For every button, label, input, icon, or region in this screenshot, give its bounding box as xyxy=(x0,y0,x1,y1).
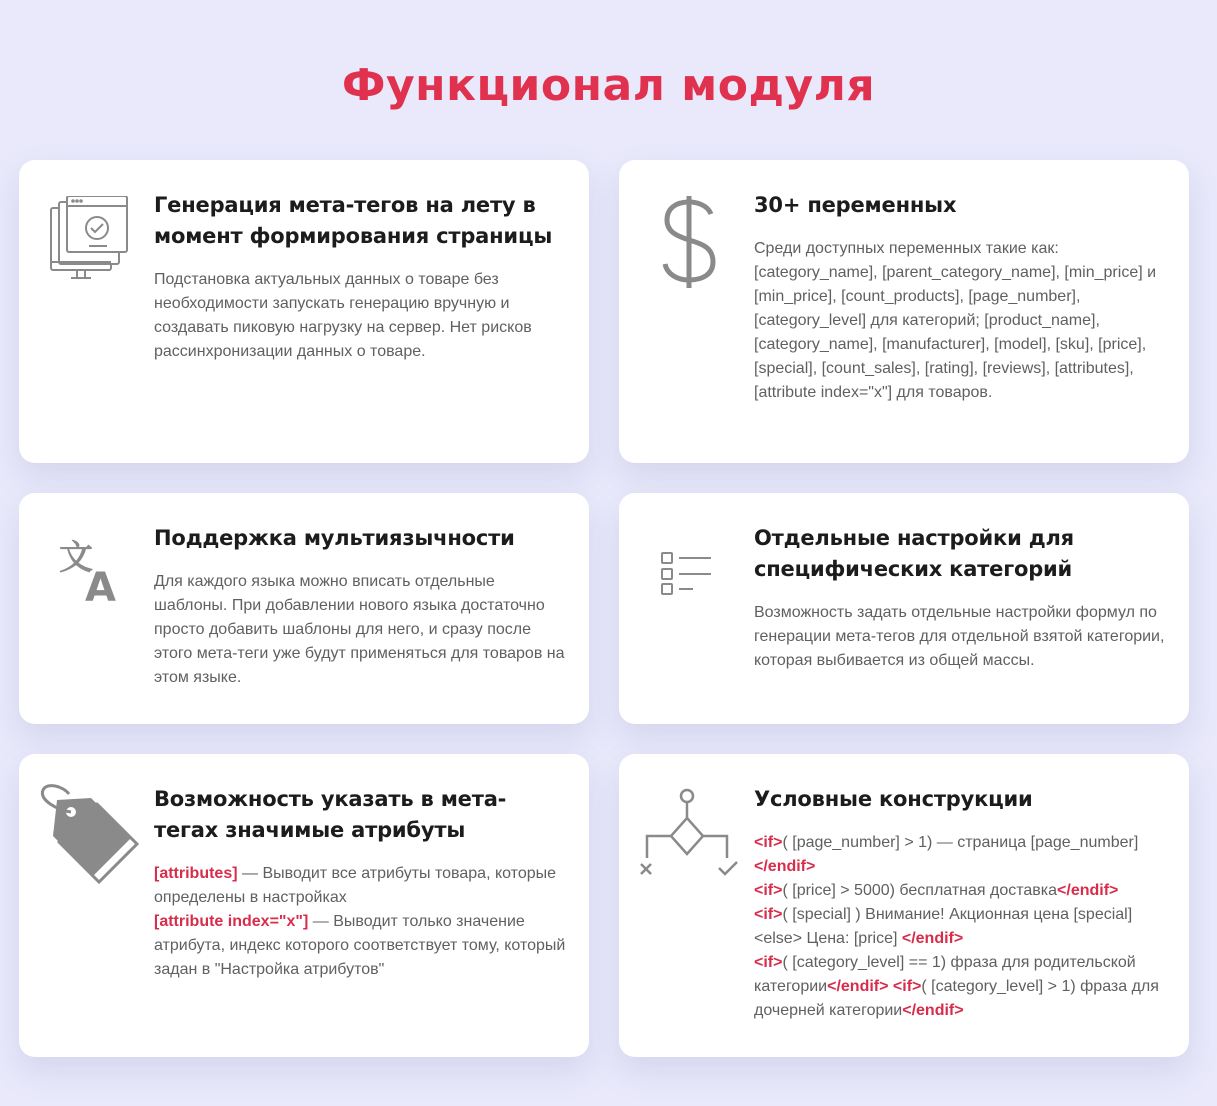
endif-tag: </endif> xyxy=(754,858,816,875)
card-text: Возможность задать отдельные настройки формул по генерации мета-тегов для отдельной взятой категории, которая выбивается из общей массы. xyxy=(754,604,1165,669)
attribute-code: [attribute index="x"] xyxy=(154,913,309,930)
checklist-icon xyxy=(649,529,749,629)
if-tag: <if> xyxy=(754,882,783,899)
tags-icon xyxy=(37,782,147,892)
endif-tag: </endif> xyxy=(1057,882,1119,899)
endif-tag: </endif> xyxy=(902,1002,964,1019)
condition-text: ( [category_level] > 1) фраза для дочерней категории xyxy=(754,978,1159,1019)
monitor-check-icon xyxy=(49,196,149,296)
card-title: Поддержка мультиязычности xyxy=(154,526,515,550)
feature-card-variables xyxy=(619,160,1189,463)
flowchart-icon xyxy=(637,786,747,886)
feature-card-conditions xyxy=(619,754,1189,1057)
if-tag: <if> xyxy=(754,834,783,851)
condition-text: ( [price] > 5000) бесплатная доставка xyxy=(782,882,1058,899)
feature-card-multilang xyxy=(19,493,589,724)
dollar-icon xyxy=(649,196,749,296)
feature-card-attributes xyxy=(19,754,589,1057)
if-tag: <if> xyxy=(754,954,783,971)
svg-text:文: 文 xyxy=(59,538,93,578)
if-tag: <if> xyxy=(754,906,783,923)
feature-card-category-settings xyxy=(619,493,1189,724)
card-title: Генерация мета-тегов на лету в момент формирования страницы xyxy=(154,193,553,248)
svg-text:A: A xyxy=(85,565,116,611)
card-text xyxy=(754,831,1167,1023)
card-text: Среди доступных переменных такие как: [category_name], [parent_category_name], [min_price] и [min_price], [count_products], [page_number], [category_level] для категорий; [product_name], [category_name], [manufacturer], [model], [sku], [price], [special], [count_sales], [rating], [reviews], [attributes], [attribute index="x"] для товаров. xyxy=(754,240,1157,401)
feature-card-meta-generation xyxy=(19,160,589,463)
if-tag: <if> xyxy=(892,978,922,995)
card-title: Возможность указать в мета-тегах значимые атрибуты xyxy=(154,787,507,842)
attribute-code: [attributes] xyxy=(154,865,238,882)
attribute-description: — Выводит только значение атрибута, индекс которого соответствует тому, который задан в "Настройка атрибутов" xyxy=(154,913,566,978)
card-text: Для каждого языка можно вписать отдельные шаблоны. При добавлении нового языка достаточно просто добавить шаблоны для него, и сразу после этого мета-теги уже будут применяться для товаров на этом языке. xyxy=(154,573,565,686)
endif-tag: </endif> xyxy=(901,930,964,947)
card-text xyxy=(154,862,567,982)
card-title: 30+ переменных xyxy=(754,193,957,217)
condition-text: ( [page_number] > 1) — страница [page_number] xyxy=(782,834,1139,851)
card-title: Отдельные настройки для специфических категорий xyxy=(754,526,1074,581)
condition-text: ( [special] ) Внимание! Акционная цена [special] <else> Цена: [price] xyxy=(754,906,1133,947)
translate-icon xyxy=(49,529,149,629)
attribute-description: — Выводит все атрибуты товара, которые определены в настройках xyxy=(154,865,557,906)
endif-tag: </endif> xyxy=(827,978,889,995)
card-title: Условные конструкции xyxy=(754,787,1033,811)
page-title: Функционал модуля xyxy=(341,60,876,111)
condition-text: ( [category_level] == 1) фраза для родительской категории xyxy=(754,954,1136,995)
card-text: Подстановка актуальных данных о товаре без необходимости запускать генерацию вручную и создавать пиковую нагрузку на сервер. Нет рисков рассинхронизации данных о товаре. xyxy=(154,271,532,360)
